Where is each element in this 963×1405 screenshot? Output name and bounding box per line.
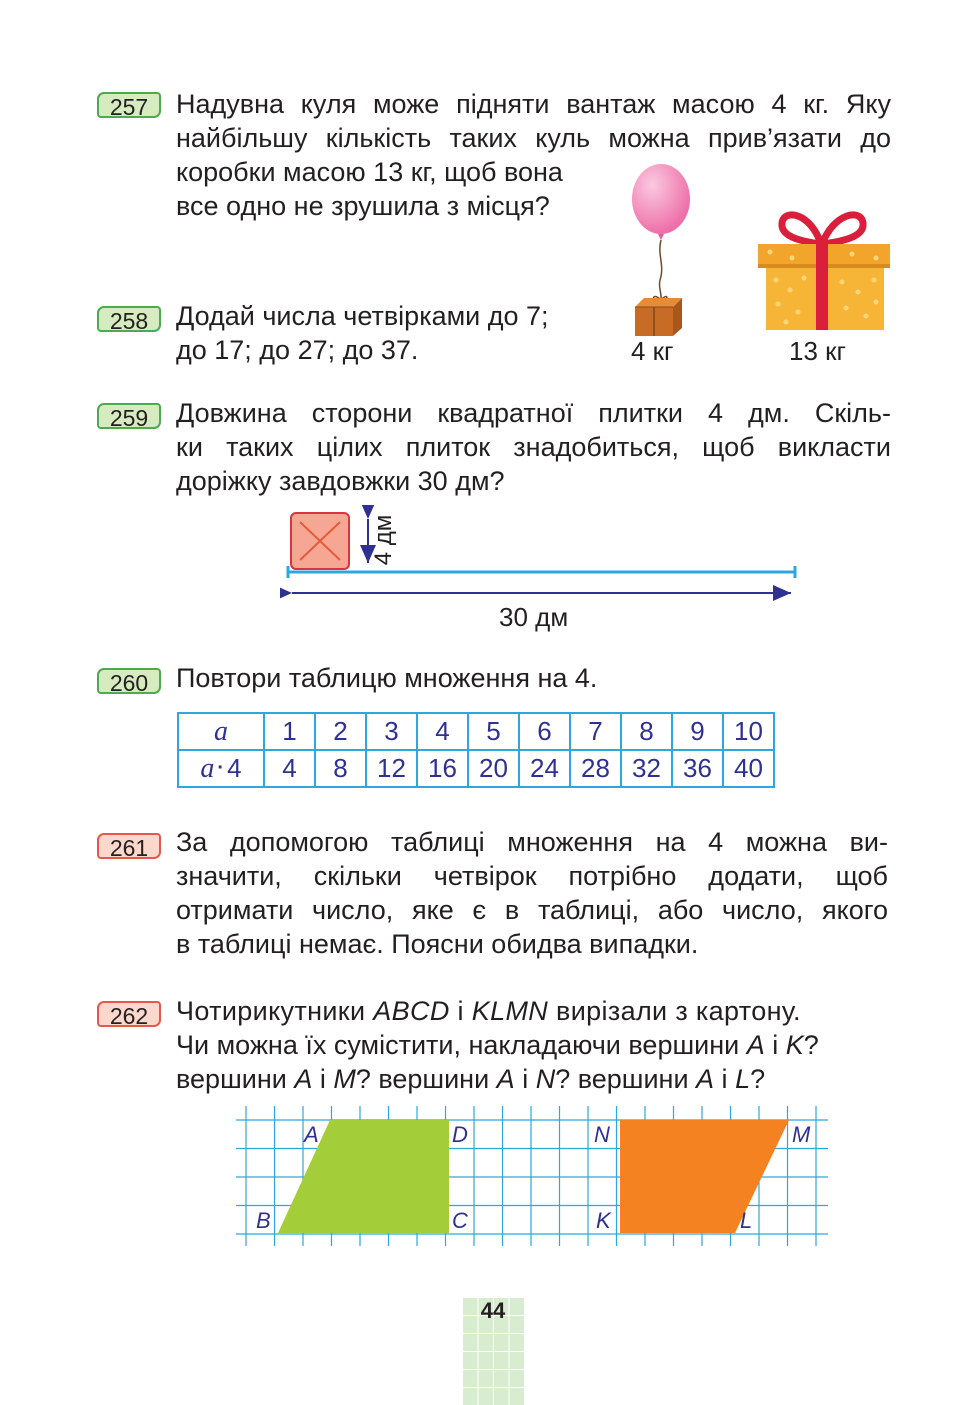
- table-cell: 2: [315, 713, 366, 750]
- text-fragment: Чи можна їх сумістити, накладаючи вершини: [176, 1030, 747, 1060]
- vertex-label-c: C: [452, 1208, 468, 1233]
- big-box-label: 13 кг: [789, 336, 847, 366]
- quadrilaterals-grid: [232, 1106, 832, 1246]
- problem-text: [176, 661, 597, 695]
- header-number: 4: [227, 752, 242, 783]
- vertex-label-d: D: [452, 1122, 468, 1147]
- table-row: [178, 750, 774, 787]
- balloon-illustration: [620, 160, 710, 340]
- table-cell: 28: [570, 750, 621, 787]
- quadrilateral-name: KLMN: [471, 996, 549, 1026]
- table-cell: 1: [264, 713, 315, 750]
- vertex-name: A: [696, 1064, 715, 1094]
- small-box-label: 4 кг: [631, 336, 674, 366]
- problem-number-badge: 260: [97, 668, 161, 694]
- table-cell: 24: [519, 750, 570, 787]
- text-line: Надувна куля може підняти вантаж масою 4 кг. Яку: [176, 89, 891, 119]
- problem-text: [176, 396, 891, 498]
- text-line: все одно не зрушила з місця?: [176, 191, 550, 221]
- problem-text: [176, 299, 549, 367]
- text-fragment: і: [312, 1064, 334, 1094]
- text-fragment: ? вершини: [555, 1064, 697, 1094]
- text-line: доріжку завдовжки 30 дм?: [176, 466, 505, 496]
- text-line: значити, скільки четвірок потрібно додати, щоб: [176, 861, 888, 891]
- vertex-label-k: K: [596, 1208, 611, 1233]
- text-fragment: ?: [750, 1064, 766, 1094]
- vertex-label-m: M: [792, 1122, 811, 1147]
- table-cell: 4: [264, 750, 315, 787]
- vertex-name: A: [496, 1064, 515, 1094]
- problem-number-badge: 261: [97, 833, 161, 859]
- table-header: a: [178, 713, 264, 750]
- problem-number-badge: 259: [97, 403, 161, 429]
- text-line: Додай числа четвірками до 7;: [176, 301, 549, 331]
- path-length-label: 30 дм: [499, 602, 569, 632]
- text-fragment: Чотирикутники: [176, 996, 374, 1026]
- table-cell: 12: [366, 750, 417, 787]
- table-cell: 5: [468, 713, 519, 750]
- vertex-label-l: L: [740, 1208, 753, 1233]
- table-cell: 32: [621, 750, 672, 787]
- text-fragment: і: [714, 1064, 736, 1094]
- header-operator: ·: [217, 756, 225, 779]
- page-number: 44: [480, 1298, 506, 1323]
- text-line: отримати число, яке є в таблиці, або число, якого: [176, 895, 888, 925]
- table-cell: 20: [468, 750, 519, 787]
- vertex-label-a: A: [304, 1122, 319, 1147]
- text-line: Довжина сторони квадратної плитки 4 дм. Скіль-: [176, 398, 891, 428]
- table-cell: 6: [519, 713, 570, 750]
- text-line: [176, 994, 891, 1028]
- text-line: до 17; до 27; до 37.: [176, 335, 419, 365]
- multiplication-table: [177, 712, 775, 788]
- vertex-name: N: [535, 1064, 556, 1094]
- vertex-label-n: N: [594, 1122, 610, 1147]
- table-cell: 8: [315, 750, 366, 787]
- problem-number-badge: 257: [97, 92, 161, 118]
- table-cell: 8: [621, 713, 672, 750]
- problem-text: [176, 87, 891, 223]
- table-cell: 3: [366, 713, 417, 750]
- text-line: коробки масою 13 кг, щоб вона: [176, 157, 563, 187]
- table-cell: 36: [672, 750, 723, 787]
- problem-text: [176, 825, 888, 961]
- text-line: ки таких цілих плиток знадобиться, щоб викласти: [176, 432, 891, 462]
- text-line: в таблиці немає. Поясни обидва випадки.: [176, 929, 699, 959]
- text-line: Повтори таблицю множення на 4.: [176, 663, 598, 693]
- problem-text: [176, 994, 891, 1096]
- gift-box-illustration: [756, 208, 892, 333]
- vertex-name: L: [735, 1064, 751, 1094]
- text-fragment: ?: [803, 1030, 819, 1060]
- text-fragment: і: [764, 1030, 786, 1060]
- table-cell: 10: [723, 713, 774, 750]
- quadrilateral-name: ABCD: [373, 996, 450, 1026]
- vertex-name: A: [294, 1064, 313, 1094]
- text-line: найбільшу кількість таких куль можна прив’язати до: [176, 123, 891, 153]
- tile-path-diagram: [280, 505, 810, 605]
- text-line: За допомогою таблиці множення на 4 можна ви-: [176, 827, 888, 857]
- tile-side-label: 4 дм: [370, 514, 397, 566]
- text-fragment: і: [449, 996, 472, 1026]
- text-fragment: і: [514, 1064, 536, 1094]
- problem-number-badge: 262: [97, 1001, 161, 1027]
- vertex-name: A: [746, 1030, 765, 1060]
- problem-number-badge: 258: [97, 306, 161, 332]
- text-line: [176, 1062, 891, 1096]
- text-fragment: вершини: [176, 1064, 295, 1094]
- text-line: [176, 1028, 891, 1062]
- vertex-name: M: [333, 1064, 356, 1094]
- table-row: [178, 713, 774, 750]
- header-variable: a: [200, 752, 215, 784]
- table-cell: 16: [417, 750, 468, 787]
- table-cell: 40: [723, 750, 774, 787]
- table-cell: 7: [570, 713, 621, 750]
- text-fragment: ? вершини: [355, 1064, 497, 1094]
- table-cell: 4: [417, 713, 468, 750]
- text-fragment: вирізали з картону.: [548, 996, 801, 1026]
- vertex-label-b: B: [256, 1208, 271, 1233]
- table-cell: 9: [672, 713, 723, 750]
- vertex-name: K: [785, 1030, 804, 1060]
- table-header: [178, 750, 264, 787]
